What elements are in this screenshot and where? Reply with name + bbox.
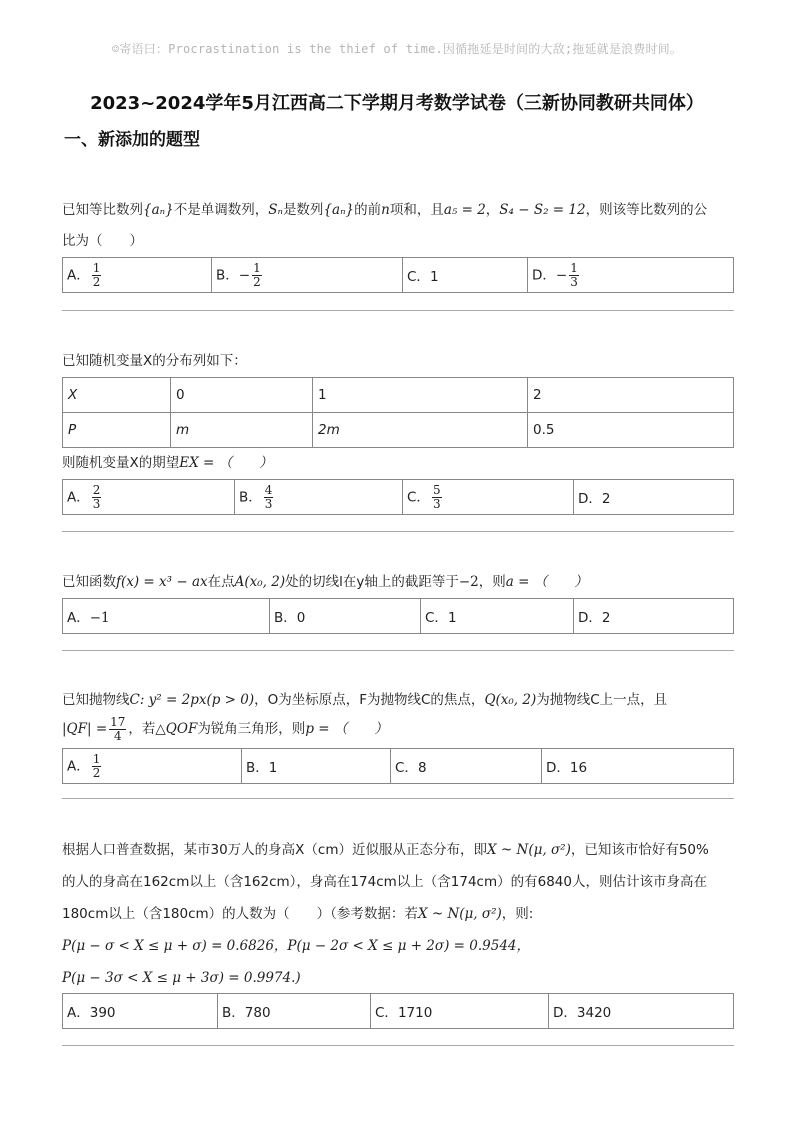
numerator: 5 (432, 482, 441, 497)
divider (62, 531, 734, 532)
section-heading: 一、新添加的题型 (64, 130, 200, 150)
question-3-stem: 已知函数f(x) = x³ − ax在点A(x₀, 2)处的切线l在y轴上的截距等于−2，则a = （ ） (62, 574, 588, 590)
q2-expectation: EX = （ ） (179, 455, 273, 471)
denominator: 2 (92, 274, 101, 289)
option-b[interactable]: B．1 (242, 749, 391, 784)
q1-text: ， (485, 202, 500, 218)
table-cell: P (63, 413, 171, 448)
q1-sn: Sₙ (268, 202, 283, 218)
q3-value: −2 (458, 574, 479, 590)
option-a[interactable]: A．390 (63, 994, 218, 1029)
question-1-stem-line2: 比为（ ） (62, 233, 143, 249)
numerator: 1 (92, 751, 101, 766)
q5-normal: X ~ N(μ, σ²) (417, 906, 502, 922)
option-c[interactable]: C． $\frac{5}{3}$ (403, 480, 574, 515)
table-row (63, 413, 734, 448)
q3-a: a = （ ） (505, 574, 588, 590)
question-1-stem (62, 200, 734, 220)
question-5-line3: 180cm以上（含180cm）的人数为（ ）（参考数据：若X ~ N(μ, σ²)，则: (62, 906, 534, 922)
motto-header: ☺寄语曰：Procrastination is the thief of time.因循拖延是时间的大敌;拖延就是浪费时间。 (111, 42, 683, 56)
option-a[interactable]: A． $\frac{2}{3}$ (63, 480, 235, 515)
option-a[interactable]: A．−1 (63, 599, 270, 634)
q1-text: 的前 (354, 202, 382, 218)
denominator: 3 (264, 496, 273, 511)
question-2-options (62, 479, 734, 515)
option-c[interactable]: C．1 (403, 258, 528, 293)
option-b[interactable]: B．780 (218, 994, 371, 1029)
denominator: 4 (113, 728, 122, 743)
table-row (63, 378, 734, 413)
denominator: 3 (570, 274, 578, 289)
question-4-stem: 已知抛物线C: y² = 2px(p > 0)，O为坐标原点，F为抛物线C的焦点，Q(x₀, 2)为抛物线C上一点，且 (62, 692, 668, 708)
option-d[interactable]: D．− $\frac{1}{3}$ (528, 258, 734, 293)
numerator: 1 (570, 260, 578, 275)
divider (62, 310, 734, 311)
q1-condition: S₄ − S₂ = 12 (499, 202, 586, 218)
option-d[interactable]: D．2 (574, 599, 734, 634)
numerator: 17 (110, 714, 126, 729)
option-b[interactable]: B．− $\frac{1}{2}$ (212, 258, 403, 293)
option-c[interactable]: C．1710 (371, 994, 549, 1029)
option-a[interactable]: A． $\frac{1}{2}$ (63, 749, 242, 784)
denominator: 2 (253, 274, 261, 289)
option-c[interactable]: C．1 (421, 599, 574, 634)
distribution-table (62, 377, 734, 448)
table-cell: X (63, 378, 171, 413)
question-1-options (62, 257, 734, 293)
numerator: 1 (92, 260, 101, 275)
question-4-stem-line2: |QF| = $\frac{17}{4}$ ，若△QOF为锐角三角形，则p = （ ） (62, 714, 388, 743)
table-cell: 1 (313, 378, 528, 413)
question-5-options (62, 993, 734, 1029)
denominator: 3 (92, 496, 101, 511)
q1-text: ，则该等比数列的公 (585, 202, 708, 218)
denominator: 3 (432, 496, 441, 511)
divider (62, 1045, 734, 1046)
q4-triangle: △QOF (155, 721, 198, 737)
q4-point: Q(x₀, 2) (484, 692, 537, 708)
question-2-intro: 已知随机变量X的分布列如下： (62, 353, 247, 369)
divider (62, 798, 734, 799)
q1-text: 已知等比数列 (62, 202, 143, 218)
denominator: 2 (92, 765, 101, 780)
option-b[interactable]: B． $\frac{4}{3}$ (235, 480, 403, 515)
q4-parabola: C: y² = 2px(p > 0) (129, 692, 255, 708)
q1-n: n (381, 202, 390, 218)
question-2-ask: 则随机变量X的期望EX = （ ） (62, 455, 273, 471)
option-b[interactable]: B．0 (270, 599, 421, 634)
q1-sequence: {aₙ} (143, 202, 174, 218)
q3-point: A(x₀, 2) (234, 574, 286, 590)
table-cell: 2 (528, 378, 734, 413)
q1-text: 项和，且 (389, 202, 444, 218)
numerator: 1 (253, 260, 261, 275)
option-a[interactable]: A． $\frac{1}{2}$ (63, 258, 212, 293)
option-c[interactable]: C．8 (391, 749, 542, 784)
q1-condition: a₅ = 2 (443, 202, 486, 218)
question-5-line5: P(μ − 3σ < X ≤ μ + 3σ) = 0.9974.) (62, 970, 301, 986)
table-cell: m (171, 413, 313, 448)
option-d[interactable]: D．2 (574, 480, 734, 515)
q1-sequence: {aₙ} (323, 202, 355, 218)
numerator: 2 (92, 482, 101, 497)
q4-p: p = （ ） (305, 721, 388, 737)
question-5-line2: 的人的身高在162cm以上（含162cm），身高在174cm以上（含174cm）的有6840人，则估计该市身高在 (62, 874, 707, 890)
table-cell: 2m (313, 413, 528, 448)
question-5-line4: P(μ − σ < X ≤ μ + σ) = 0.6826，P(μ − 2σ < X ≤ μ + 2σ) = 0.9544， (62, 938, 531, 954)
q1-text: 不是单调数列， (173, 202, 269, 218)
page-title: 2023~2024学年5月江西高二下学期月考数学试卷（三新协同教研共同体） (90, 93, 704, 114)
q5-normal: X ~ N(μ, σ²) (487, 842, 571, 858)
question-3-options (62, 598, 734, 634)
q3-function: f(x) = x³ − ax (116, 574, 208, 590)
q4-qf: |QF| = (62, 721, 108, 737)
numerator: 4 (264, 482, 273, 497)
question-5-line1: 根据人口普查数据，某市30万人的身高X（cm）近似服从正态分布，即X ~ N(μ, σ²)，已知该市恰好有50% (62, 842, 709, 858)
table-cell: 0 (171, 378, 313, 413)
option-d[interactable]: D．3420 (549, 994, 734, 1029)
q1-text: 是数列 (282, 202, 324, 218)
table-cell: 0.5 (528, 413, 734, 448)
divider (62, 650, 734, 651)
option-d[interactable]: D．16 (542, 749, 734, 784)
question-4-options (62, 748, 734, 784)
